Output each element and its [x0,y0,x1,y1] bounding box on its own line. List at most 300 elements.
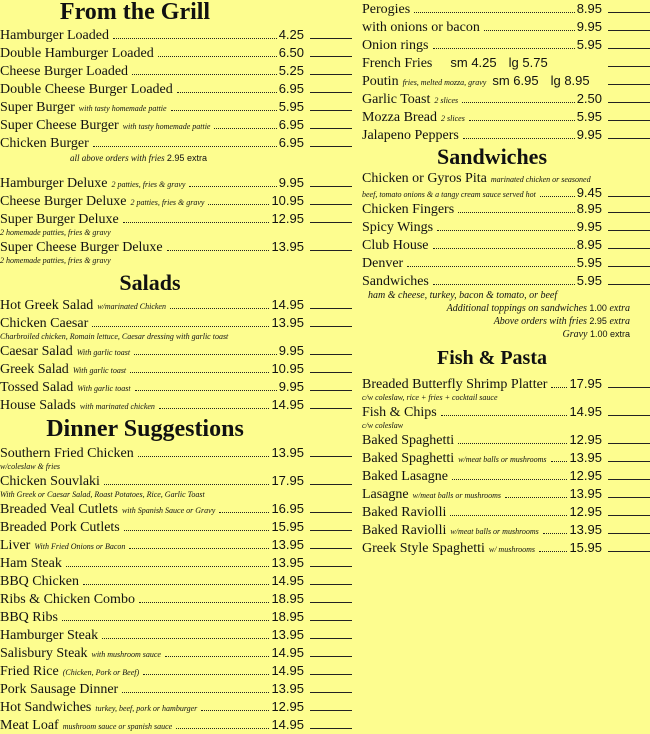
dinner-item-note: (Chicken, Pork or Beef) [62,668,140,677]
write-in-line [608,515,650,516]
dinner-item-row [0,572,352,590]
side-item-note: 2 slices [441,114,465,123]
dot-leader [450,515,567,516]
salad-item-note: With garlic toast [76,348,131,357]
sides-list [362,0,650,144]
salad-item-price: 10.95 [271,361,304,376]
gravy-note [362,328,650,341]
dinner-item-note: with mushroom sauce [91,650,161,659]
dot-leader [102,638,269,639]
fish-item-name: Baked Raviolli [362,523,447,538]
sandwich-item-price: 8.95 [576,237,602,252]
fries-name: French Fries [362,56,433,71]
grill-item-price: 6.95 [278,81,304,96]
dot-leader [407,266,574,267]
write-in-line [608,533,650,534]
deluxe-item-price: 9.95 [278,175,304,190]
toppings-note [362,302,650,315]
grill-item-price: 6.95 [278,135,304,150]
fish-item-name: Fish & Chips [362,405,437,420]
fish-item-price: 12.95 [569,504,602,519]
pita-sub-row [362,186,650,200]
fish-item-name: Lasagne [362,487,409,502]
fish-list [362,375,650,557]
fish-item-price: 13.95 [569,522,602,537]
sandwich-item-row [362,254,650,272]
salad-item-row [0,296,352,314]
grill-item-row [0,26,352,44]
dinner-item-row [0,716,352,734]
dot-leader [414,12,574,13]
dinner-item-price: 18.95 [271,609,304,624]
sandwich-fries-text: Above orders with fries [493,316,587,327]
deluxe-item-row [0,210,352,228]
fish-item-note: w/meat balls or mushrooms [412,491,502,500]
write-in-line [608,30,650,31]
write-in-line [608,230,650,231]
grill-item-row [0,44,352,62]
salad-item-price: 14.95 [271,297,304,312]
poutin-note: fries, melted mozza, gravy [402,78,487,87]
write-in-line [608,120,650,121]
side-item-name: Perogies [362,2,411,17]
fish-item-price: 15.95 [569,540,602,555]
write-in-line [310,548,352,549]
grill-list [0,26,352,152]
dinner-item-name: Meat Loaf [0,718,59,733]
dinner-item-row [0,472,352,490]
grill-item-row [0,62,352,80]
dinner-list [0,444,352,734]
write-in-line [310,354,352,355]
gravy-text: Gravy [562,329,588,340]
pita-sub: beef, tomato onions & a tangy cream sauce served hot [362,190,536,199]
dinner-item-row [0,590,352,608]
dinner-item-row [0,698,352,716]
sandwich-item-row [362,236,650,254]
dot-leader [177,92,277,93]
sandwich-item-row [362,218,650,236]
dinner-item-price: 13.95 [271,445,304,460]
dot-leader [158,56,277,57]
sandwich-item-row [362,200,650,218]
salad-item-note: With garlic toast [72,366,127,375]
side-item-row [362,36,650,54]
side-item-price: 2.50 [576,91,602,106]
fish-item-price: 14.95 [569,404,602,419]
grill-item-price: 6.50 [278,45,304,60]
dinner-item-name: Salisbury Steak [0,646,88,661]
sandwich-item-name: Denver [362,256,404,271]
dinner-item-name: Breaded Veal Cutlets [0,502,118,517]
fish-item-row [362,449,650,467]
fish-item-price: 17.95 [569,376,602,391]
dinner-item-name: Ham Steak [0,556,62,571]
sandwiches-heading: Sandwiches [436,144,548,169]
dinner-item-row [0,518,352,536]
dinner-item-note: mushroom sauce or spanish sauce [62,722,173,731]
fish-item-row [362,431,650,449]
dinner-item-price: 14.95 [271,645,304,660]
dinner-item-row [0,680,352,698]
dinner-item-name: BBQ Chicken [0,574,79,589]
dinner-item-row [0,608,352,626]
salad-item-name: Caesar Salad [0,344,73,359]
sandwich-sub: ham & cheese, turkey, bacon & tomato, or beef [368,290,558,301]
dot-leader [129,548,269,549]
dinner-item-name: Breaded Pork Cutlets [0,520,120,535]
sandwich-item-price: 8.95 [576,201,602,216]
write-in-line [310,728,352,729]
salad-item-row [0,378,352,396]
deluxe-item-sub: 2 homemade patties, fries & gravy [0,228,111,237]
toppings-note-text: Additional toppings on sandwiches [446,303,587,314]
dot-leader [462,102,575,103]
write-in-line [310,372,352,373]
dot-leader [176,728,269,729]
dot-leader [201,710,269,711]
dinner-item-price: 13.95 [271,537,304,552]
dinner-item-sub: w/coleslaw & fries [0,462,60,471]
dot-leader [469,120,575,121]
dot-leader [433,284,575,285]
side-item-price: 5.95 [576,37,602,52]
side-item-name: Onion rings [362,38,429,53]
write-in-line [608,443,650,444]
write-in-line [608,284,650,285]
fries-row [362,54,650,72]
write-in-line [608,551,650,552]
salads-heading: Salads [119,270,181,295]
write-in-line [310,38,352,39]
fish-heading: Fish & Pasta [437,347,547,369]
salad-item-price: 9.95 [278,343,304,358]
dinner-item-name: Southern Fried Chicken [0,446,134,461]
deluxe-item-name: Super Cheese Burger Deluxe [0,240,163,255]
dot-leader [219,512,269,513]
write-in-line [608,102,650,103]
fish-item-price: 13.95 [569,450,602,465]
dot-leader [143,674,269,675]
side-item-row [362,0,650,18]
dot-leader [123,222,270,223]
salad-item-row [0,360,352,378]
dinner-item-name: Fried Rice [0,664,59,679]
dot-leader [170,308,269,309]
write-in-line [608,248,650,249]
fish-item-note: w/ mushrooms [488,545,536,554]
dot-leader [93,146,277,147]
salad-item-note: with marinated chicken [79,402,155,411]
write-in-line [310,408,352,409]
sandwich-fries-note [362,315,650,328]
dot-leader [62,620,269,621]
dot-leader [433,248,575,249]
write-in-line [310,656,352,657]
write-in-line [608,497,650,498]
write-in-line [310,326,352,327]
pita-price: 9.45 [576,186,602,200]
dinner-item-sub: With Greek or Caesar Salad, Roast Potatoes, Rice, Garlic Toast [0,490,205,499]
dot-leader [124,530,270,531]
side-item-name: with onions or bacon [362,20,480,35]
dinner-item-price: 17.95 [271,473,304,488]
salad-item-row [0,396,352,414]
grill-item-row [0,80,352,98]
sandwich-item-name: Chicken Fingers [362,202,455,217]
fish-item-row [362,403,650,421]
dot-leader [132,74,277,75]
fish-item-price: 12.95 [569,468,602,483]
fish-item-sub: c/w coleslaw [362,421,404,430]
dot-leader [104,484,270,485]
write-in-line [310,110,352,111]
write-in-line [310,128,352,129]
dinner-item-price: 15.95 [271,519,304,534]
pita-note: marinated chicken or seasoned [490,175,591,184]
write-in-line [310,308,352,309]
salad-item-name: House Salads [0,398,76,413]
fish-item-row [362,467,650,485]
grill-heading: From the Grill [59,0,211,25]
sandwich-item-price: 9.95 [576,219,602,234]
poutin-large-price: lg 8.95 [550,73,590,88]
grill-item-price: 6.95 [278,117,304,132]
salad-item-price: 9.95 [278,379,304,394]
write-in-line [310,204,352,205]
deluxe-item-name: Hamburger Deluxe [0,176,108,191]
grill-item-name: Cheese Burger Loaded [0,64,129,79]
write-in-line [608,48,650,49]
dot-leader [505,497,567,498]
dinner-item-name: Chicken Souvlaki [0,474,100,489]
fish-item-price: 12.95 [569,432,602,447]
dot-leader [551,387,567,388]
write-in-line [310,484,352,485]
write-in-line [608,387,650,388]
poutin-small-price: sm 6.95 [492,73,539,88]
fries-large-price: lg 5.75 [508,55,548,70]
grill-item-name: Super Burger [0,100,75,115]
grill-item-name: Double Cheese Burger Loaded [0,82,173,97]
pita-name: Chicken or Gyros Pita [362,171,487,186]
dinner-item-row [0,626,352,644]
fries-small-price: sm 4.25 [450,55,497,70]
fish-item-sub: c/w coleslaw, rice + fries + cocktail sauce [362,393,498,402]
fish-item-row [362,539,650,557]
dot-leader [171,110,277,111]
sandwich-item-price: 5.95 [576,273,602,288]
dot-leader [551,461,568,462]
fish-item-note: w/meat balls or mushrooms [450,527,539,536]
dot-leader [83,584,270,585]
grill-item-row [0,98,352,116]
fish-item-name: Baked Lasagne [362,469,448,484]
dot-leader [540,196,575,197]
dot-leader [539,551,567,552]
salad-item-name: Tossed Salad [0,380,74,395]
sandwich-list [362,200,650,290]
write-in-line [608,138,650,139]
side-item-row [362,108,650,126]
salad-item-note: With garlic toast [77,384,131,393]
write-in-line [310,56,352,57]
dot-leader [113,38,277,39]
salad-item-row [0,314,352,332]
sandwich-item-row [362,272,650,290]
grill-item-row [0,134,352,152]
grill-item-price: 5.95 [278,99,304,114]
dot-leader [214,128,276,129]
side-item-price: 5.95 [576,109,602,124]
salad-item-row [0,342,352,360]
write-in-line [310,710,352,711]
dot-leader [138,456,270,457]
dot-leader [139,602,270,603]
deluxe-item-price: 12.95 [271,211,304,226]
dinner-item-row [0,444,352,462]
salad-item-name: Chicken Caesar [0,316,89,331]
dinner-item-name: Hot Sandwiches [0,700,92,715]
dinner-heading: Dinner Suggestions [46,416,244,442]
side-item-price: 9.95 [576,127,602,142]
grill-item-name: Chicken Burger [0,136,89,151]
dinner-item-row [0,500,352,518]
fish-item-name: Breaded Butterfly Shrimp Platter [362,377,548,392]
side-item-name: Mozza Bread [362,110,438,125]
dot-leader [165,656,269,657]
write-in-line [310,512,352,513]
dinner-item-price: 14.95 [271,573,304,588]
dot-leader [463,138,575,139]
salad-list [0,296,352,414]
dot-leader [433,48,575,49]
toppings-extra: extra [609,303,630,314]
write-in-line [608,415,650,416]
dinner-item-name: BBQ Ribs [0,610,58,625]
fish-item-row [362,521,650,539]
fish-item-price: 13.95 [569,486,602,501]
side-item-row [362,90,650,108]
grill-item-note: with tasty homemade pattie [122,122,211,131]
write-in-line [310,74,352,75]
deluxe-list [0,174,352,266]
dot-leader [452,479,568,480]
grill-fries-note [0,152,352,166]
deluxe-item-name: Cheese Burger Deluxe [0,194,127,209]
side-item-name: Garlic Toast [362,92,431,107]
poutin-name: Poutin [362,74,399,89]
spacer [0,166,352,174]
grill-item-price: 5.25 [278,63,304,78]
side-item-price: 8.95 [576,1,602,16]
dinner-item-price: 13.95 [271,681,304,696]
fish-item-note: w/meat balls or mushrooms [458,455,547,464]
dot-leader [208,204,269,205]
write-in-line [310,146,352,147]
write-in-line [608,461,650,462]
salad-item-name: Greek Salad [0,362,69,377]
write-in-line [310,530,352,531]
sandwich-fries-extra: extra [609,316,630,327]
write-in-line [310,390,352,391]
fish-item-row [362,485,650,503]
fish-item-name: Baked Spaghetti [362,433,455,448]
sandwich-item-name: Spicy Wings [362,220,434,235]
dinner-item-row [0,644,352,662]
dot-leader [92,326,269,327]
dinner-item-price: 13.95 [271,627,304,642]
write-in-line [310,456,352,457]
salad-item-sub: Charbroiled chicken, Romain lettuce, Caesar dressing with garlic toast [0,332,229,341]
dot-leader [130,372,269,373]
dinner-item-price: 14.95 [271,717,304,732]
write-in-line [310,186,352,187]
dinner-item-row [0,662,352,680]
dinner-item-row [0,554,352,572]
write-in-line [608,66,650,67]
write-in-line [310,692,352,693]
dinner-item-name: Hamburger Steak [0,628,99,643]
dinner-item-price: 12.95 [271,699,304,714]
write-in-line [608,479,650,480]
sandwich-item-name: Club House [362,238,429,253]
right-column [362,0,650,557]
write-in-line [310,674,352,675]
write-in-line [310,620,352,621]
dot-leader [437,230,575,231]
grill-item-row [0,116,352,134]
dinner-item-note: with Spanish Sauce or Gravy [121,506,216,515]
deluxe-item-row [0,174,352,192]
dinner-item-name: Liver [0,538,31,553]
sandwich-item-price: 5.95 [576,255,602,270]
dot-leader [441,415,568,416]
dot-leader [134,354,277,355]
dinner-item-name: Ribs & Chicken Combo [0,592,135,607]
dot-leader [484,30,575,31]
dinner-item-price: 18.95 [271,591,304,606]
dot-leader [543,533,568,534]
dot-leader [135,390,277,391]
deluxe-item-sub: 2 homemade patties, fries & gravy [0,256,111,265]
dinner-item-note: With Fried Onions or Bacon [34,542,126,551]
write-in-line [310,566,352,567]
grill-item-name: Super Cheese Burger [0,118,119,133]
sandwich-item-name: Sandwiches [362,274,429,289]
fish-item-name: Baked Spaghetti [362,451,455,466]
write-in-line [608,12,650,13]
deluxe-item-row [0,192,352,210]
write-in-line [310,602,352,603]
dot-leader [458,212,575,213]
dot-leader [189,186,276,187]
salad-item-price: 13.95 [271,315,304,330]
grill-item-price: 4.25 [278,27,304,42]
salad-item-price: 14.95 [271,397,304,412]
dot-leader [66,566,270,567]
fish-item-name: Baked Raviolli [362,505,447,520]
dot-leader [167,250,270,251]
salad-item-name: Hot Greek Salad [0,298,94,313]
fish-item-name: Greek Style Spaghetti [362,541,485,556]
side-item-note: 2 slices [434,96,459,105]
dot-leader [159,408,270,409]
dinner-item-price: 16.95 [271,501,304,516]
dot-leader [122,692,269,693]
dinner-item-name: Pork Sausage Dinner [0,682,119,697]
fries-note-text: all above orders with fries [70,153,165,163]
